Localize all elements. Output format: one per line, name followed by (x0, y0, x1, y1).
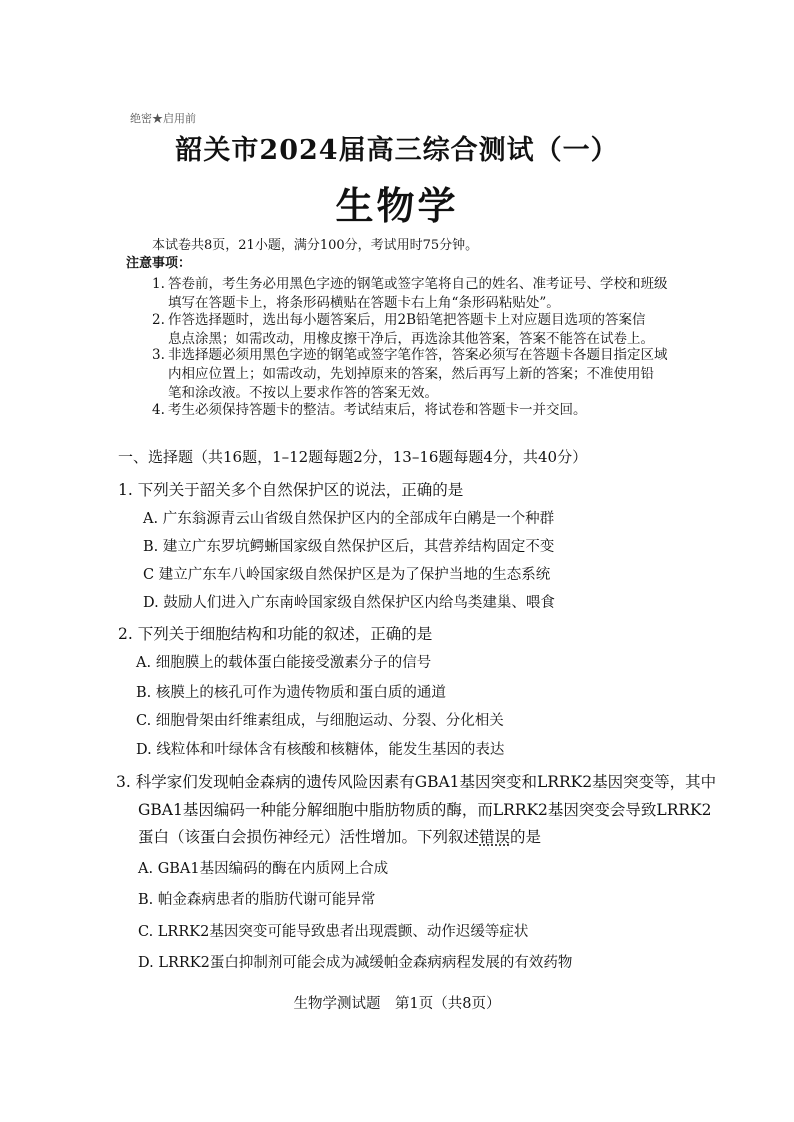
notice-item: 3. 非选择题必须用黑色字迹的钢笔或签字笔作答，答案必须写在答题卡各题目指定区域 内相应位置上；如需改动，先划掉原来的答案，然后再写上新的答案；不准使用铅 笔和涂改液。不按以上要求作答的答案无效。 (152, 347, 668, 401)
option-d: D. 鼓励人们进入广东南岭国家级自然保护区内给鸟类建巢、喂食 (143, 595, 555, 611)
option-b: B. 建立广东罗坑鳄蜥国家级自然保护区后，其营养结构固定不变 (143, 539, 555, 555)
question-stem-continued: GBA1基因编码一种能分解细胞中脂肪物质的酶，而LRRK2基因突变会导致LRRK2 (138, 801, 712, 819)
subject-title: 生物学 (335, 183, 459, 228)
notice-item: 2. 作答选择题时，选出每小题答案后，用2B铅笔把答题卡上对应题目选项的答案信 息点涂黑；如需改动，用橡皮擦干净后，再选涂其他答案，答案不能答在试卷上。 (152, 312, 654, 347)
option-d: D. 线粒体和叶绿体含有核酸和核糖体，能发生基因的表达 (136, 742, 505, 758)
page-footer: 生物学测试题 第1页（共8页） (293, 996, 501, 1012)
notice-item: 1. 答卷前，考生务必用黑色字迹的钢笔或签字笔将自己的姓名、准考证号、学校和班级 填写在答题卡上，将条形码横贴在答题卡右上角“条形码粘贴处”。 (152, 276, 668, 311)
option-d: D. LRRK2蛋白抑制剂可能会成为减缓帕金森病病程发展的有效药物 (138, 955, 573, 971)
option-b: B. 核膜上的核孔可作为遗传物质和蛋白质的通道 (136, 685, 446, 701)
option-c: C 建立广东车八岭国家级自然保护区是为了保护当地的生态系统 (143, 567, 551, 583)
section-heading: 一、选择题（共16题，1–12题每题2分，13–16题每题4分，共40分） (118, 448, 588, 466)
confidential-stamp: 绝密★启用前 (130, 112, 196, 125)
option-a: A. 细胞膜上的载体蛋白能接受激素分子的信号 (136, 655, 432, 671)
option-b: B. 帕金森病患者的脂肪代谢可能异常 (138, 892, 376, 908)
option-a: A. 广东翁源青云山省级自然保护区内的全部成年白鹇是一个种群 (143, 511, 555, 527)
notice-item: 4. 考生必须保持答题卡的整洁。考试结束后，将试卷和答题卡一并交回。 (152, 402, 587, 418)
option-c: C. 细胞骨架由纤维素组成，与细胞运动、分裂、分化相关 (136, 713, 504, 729)
emphasis-mark: 错误 (479, 828, 511, 846)
question-stem-continued: 蛋白（该蛋白会损伤神经元）活性增加。下列叙述错误的是 (138, 828, 542, 846)
question-stem: 2. 下列关于细胞结构和功能的叙述，正确的是 (118, 625, 433, 643)
exam-info: 本试卷共8页，21小题，满分100分，考试用时75分钟。 (152, 238, 479, 253)
exam-title: 韶关市2024届高三综合测试（一） (175, 135, 619, 166)
question-stem: 3. 科学家们发现帕金森病的遗传风险因素有GBA1基因突变和LRRK2基因突变等，其中 (116, 773, 717, 791)
notice-title: 注意事项： (126, 256, 192, 271)
option-a: A. GBA1基因编码的酶在内质网上合成 (138, 861, 389, 877)
question-stem: 1. 下列关于韶关多个自然保护区的说法，正确的是 (118, 481, 464, 499)
option-c: C. LRRK2基因突变可能导致患者出现震颤、动作迟缓等症状 (138, 924, 529, 940)
